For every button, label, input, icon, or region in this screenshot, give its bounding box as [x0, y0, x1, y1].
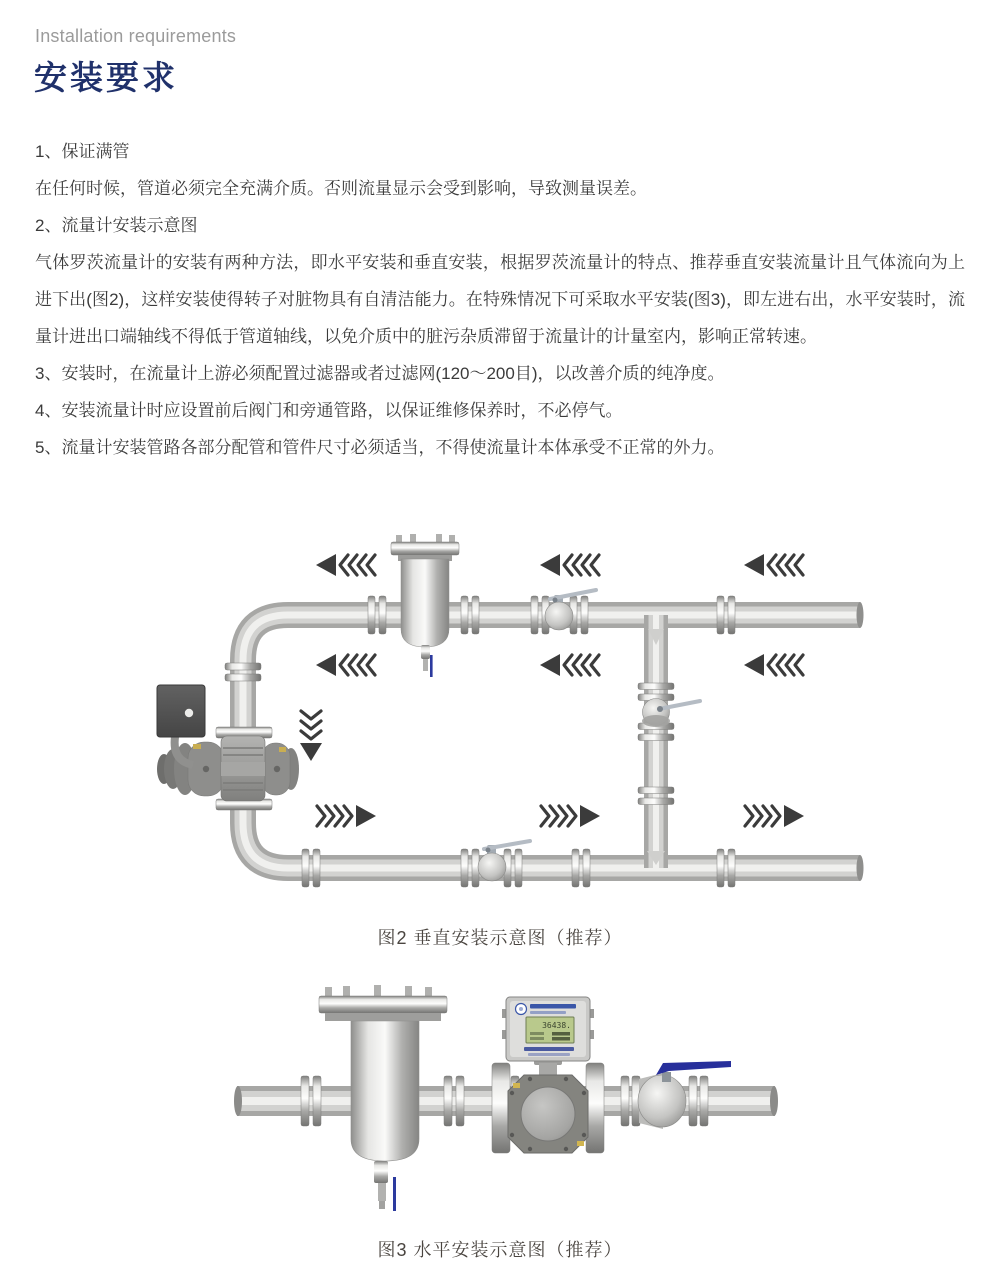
flow-arrow-left-icon [316, 654, 375, 676]
lcd-reading: 36438. [542, 1021, 571, 1030]
figure2-vertical-installation-diagram [90, 533, 880, 918]
figure3-horizontal-installation-diagram [225, 983, 785, 1228]
flow-arrow-left-icon [540, 654, 599, 676]
flow-arrow-left-icon [744, 554, 803, 576]
flow-arrows [300, 554, 804, 827]
volume-corrector-display [502, 997, 594, 1061]
paragraph-6: 4、安装流量计时应设置前后阀门和旁通管路，以保证维修保养时，不必停气。 [35, 401, 623, 420]
flow-arrow-right-icon [541, 805, 600, 827]
paragraph-4: 气体罗茨流量计的安装有两种方法，即水平安装和垂直安装，根据罗茨流量计的特点、推荐垂直安装流量计且气体流向为上进下出(图2)，这样安装使得转子对脏物具有自清洁能力。在特殊情况下可采取水平安装(图3)，即左进右出，水平安装时，流量计进出口端轴线不得低于管道轴线，以免介质中的脏污杂质滞留于流量计的计量室内，影响正常转速。 [35, 253, 965, 346]
flow-arrow-left-icon [540, 554, 599, 576]
flow-arrow-left-icon [316, 554, 375, 576]
section-subtitle-en: Installation requirements [35, 26, 237, 46]
page-title: 安装要求 [34, 59, 178, 96]
flow-arrow-right-icon [745, 805, 804, 827]
drain-handle [393, 1177, 396, 1211]
flow-arrow-left-icon [744, 654, 803, 676]
device-title-line [530, 1004, 576, 1009]
figure3-caption: 图3 水平安装示意图（推荐） [377, 1240, 623, 1260]
paragraph-7: 5、流量计安装管路各部分配管和管件尺寸必须适当，不得使流量计本体承受不正常的外力。 [35, 438, 725, 457]
paragraph-3: 2、流量计安装示意图 [35, 216, 198, 235]
paragraph-2: 在任何时候，管道必须完全充满介质。否则流量显示会受到影响，导致测量误差。 [35, 179, 647, 198]
bypass-valve [642, 699, 700, 728]
bypass-pipe [647, 615, 665, 868]
drain-pin [430, 655, 433, 677]
paragraph-1: 1、保证满管 [35, 142, 130, 161]
pipe-loop [243, 602, 864, 881]
paragraph-5: 3、安装时，在流量计上游必须配置过滤器或者过滤网(120～200目)，以改善介质的纯净度。 [35, 364, 725, 383]
body-text [35, 133, 965, 466]
figure2-caption: 图2 垂直安装示意图（推荐） [377, 928, 623, 948]
company-name-line [524, 1047, 574, 1051]
flow-arrow-right-icon [317, 805, 376, 827]
roots-flowmeter [492, 1055, 604, 1153]
filter-vessel [391, 534, 459, 677]
flow-arrow-down-icon [300, 711, 322, 761]
